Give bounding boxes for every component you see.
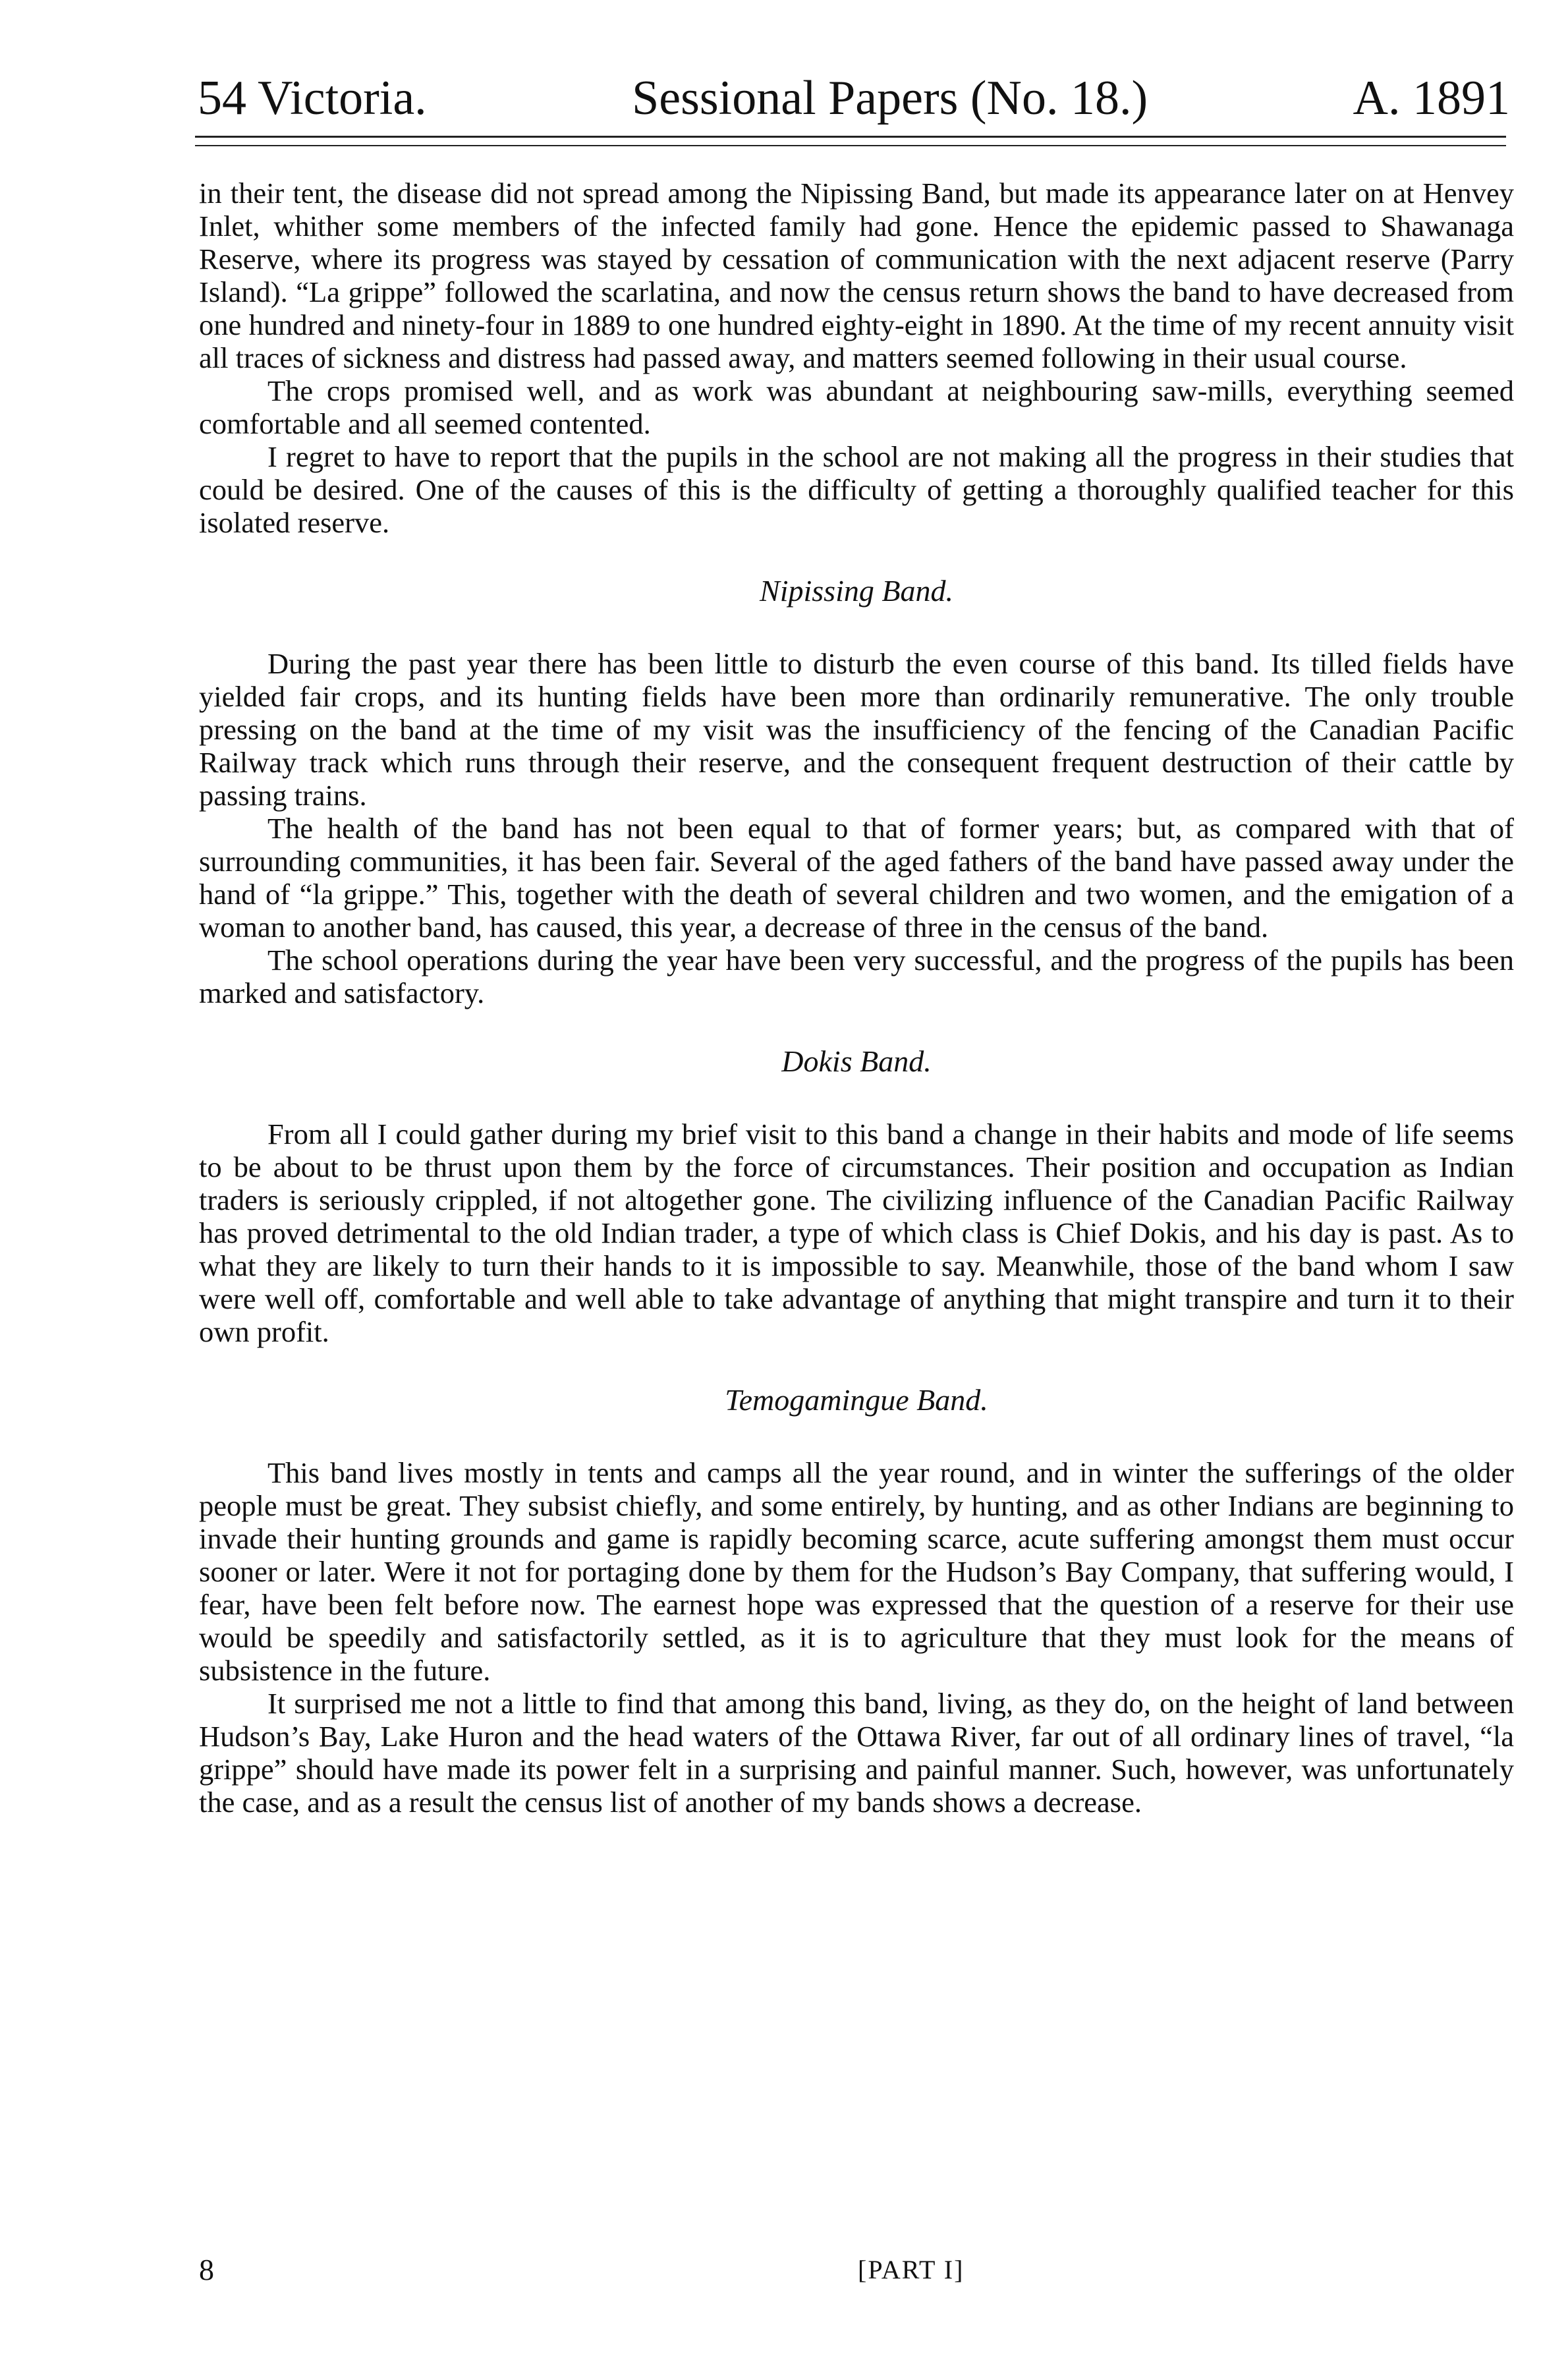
paragraph: During the past year there has been little to disturb the even course of this band. Its tilled fields have yielded fair crops, and its hunting fields have been more than ordinarily remunerative. The only trouble pressing on the band at the time of my visit was the insufficiency of the fencing of the Canadian Pacific Railway track which runs through their reserve, and the consequent frequent destruction of their cattle by passing trains. xyxy=(199,647,1514,812)
header-rule-top xyxy=(195,136,1506,138)
body-text xyxy=(199,177,1514,1819)
page-number: 8 xyxy=(199,2253,214,2286)
paragraph: I regret to have to report that the pupils in the school are not making all the progress in their studies that could be desired. One of the causes of this is the difficulty of getting a thoroughly qualified teacher for this isolated reserve. xyxy=(199,440,1514,539)
section-heading-temogamingue: Temogamingue Band. xyxy=(725,1383,988,1417)
paragraph: in their tent, the disease did not spread among the Nipissing Band, but made its appearance later on at Henvey Inlet, whither some members of the infected family had gone. Hence the epidemic passed to Shawanaga Reserve, where its progress was stayed by cessation of communication with the next adjacent reserve (Parry Island). “La grippe” followed the scarlatina, and now the census return shows the band to have decreased from one hundred and ninety-four in 1889 to one hundred eighty-eight in 1890. At the time of my recent annuity visit all traces of sickness and distress had passed away, and matters seemed following in their usual course. xyxy=(199,177,1514,374)
header-left: 54 Victoria. xyxy=(198,71,427,125)
header-center: Sessional Papers (No. 18.) xyxy=(632,71,1148,125)
section-heading-dokis: Dokis Band. xyxy=(781,1044,932,1078)
paragraph: This band lives mostly in tents and camps all the year round, and in winter the sufferings of the older people must be great. They subsist chiefly, and some entirely, by hunting, and as other Indians are beginning to invade their hunting grounds and game is rapidly becoming scarce, acute suffering amongst them must occur sooner or later. Were it not for portaging done by them for the Hudson’s Bay Company, that suffering would, I fear, have been felt before now. The earnest hope was expressed that the question of a reserve for their use would be speedily and satisfactorily settled, as it is to agriculture that they must look for the means of subsistence in the future. xyxy=(199,1456,1514,1687)
section-heading-nipissing: Nipissing Band. xyxy=(760,574,953,608)
header-right: A. 1891 xyxy=(1353,71,1510,125)
header-rule-bottom xyxy=(195,145,1506,146)
paragraph: The health of the band has not been equal to that of former years; but, as compared with that of surrounding communities, it has been fair. Several of the aged fathers of the band have passed away under the hand of “la grippe.” This, together with the death of several children and two women, and the emigation of a woman to another band, has caused, this year, a decrease of three in the census of the band. xyxy=(199,812,1514,944)
paragraph: The crops promised well, and as work was abundant at neighbouring saw-mills, everything seemed comfortable and all seemed contented. xyxy=(199,374,1514,440)
page-header xyxy=(198,37,1510,123)
page-footer xyxy=(199,2253,1514,2286)
paragraph: The school operations during the year have been very successful, and the progress of the pupils has been marked and satisfactory. xyxy=(199,944,1514,1009)
part-label: [PART I] xyxy=(858,2255,965,2284)
paragraph: From all I could gather during my brief visit to this band a change in their habits and mode of life seems to be about to be thrust upon them by the force of circumstances. Their position and occupation as Indian traders is seriously crippled, if not altogether gone. The civilizing influence of the Canadian Pacific Railway has proved detrimental to the old Indian trader, a type of which class is Chief Dokis, and his day is past. As to what they are likely to turn their hands to it is impossible to say. Meanwhile, those of the band whom I saw were well off, comfortable and well able to take advantage of anything that might transpire and turn it to their own profit. xyxy=(199,1118,1514,1348)
paragraph: It surprised me not a little to find that among this band, living, as they do, on the height of land between Hudson’s Bay, Lake Huron and the head waters of the Ottawa River, far out of all ordinary lines of travel, “la grippe” should have made its power felt in a surprising and painful manner. Such, however, was unfortunately the case, and as a result the census list of another of my bands shows a decrease. xyxy=(199,1687,1514,1819)
